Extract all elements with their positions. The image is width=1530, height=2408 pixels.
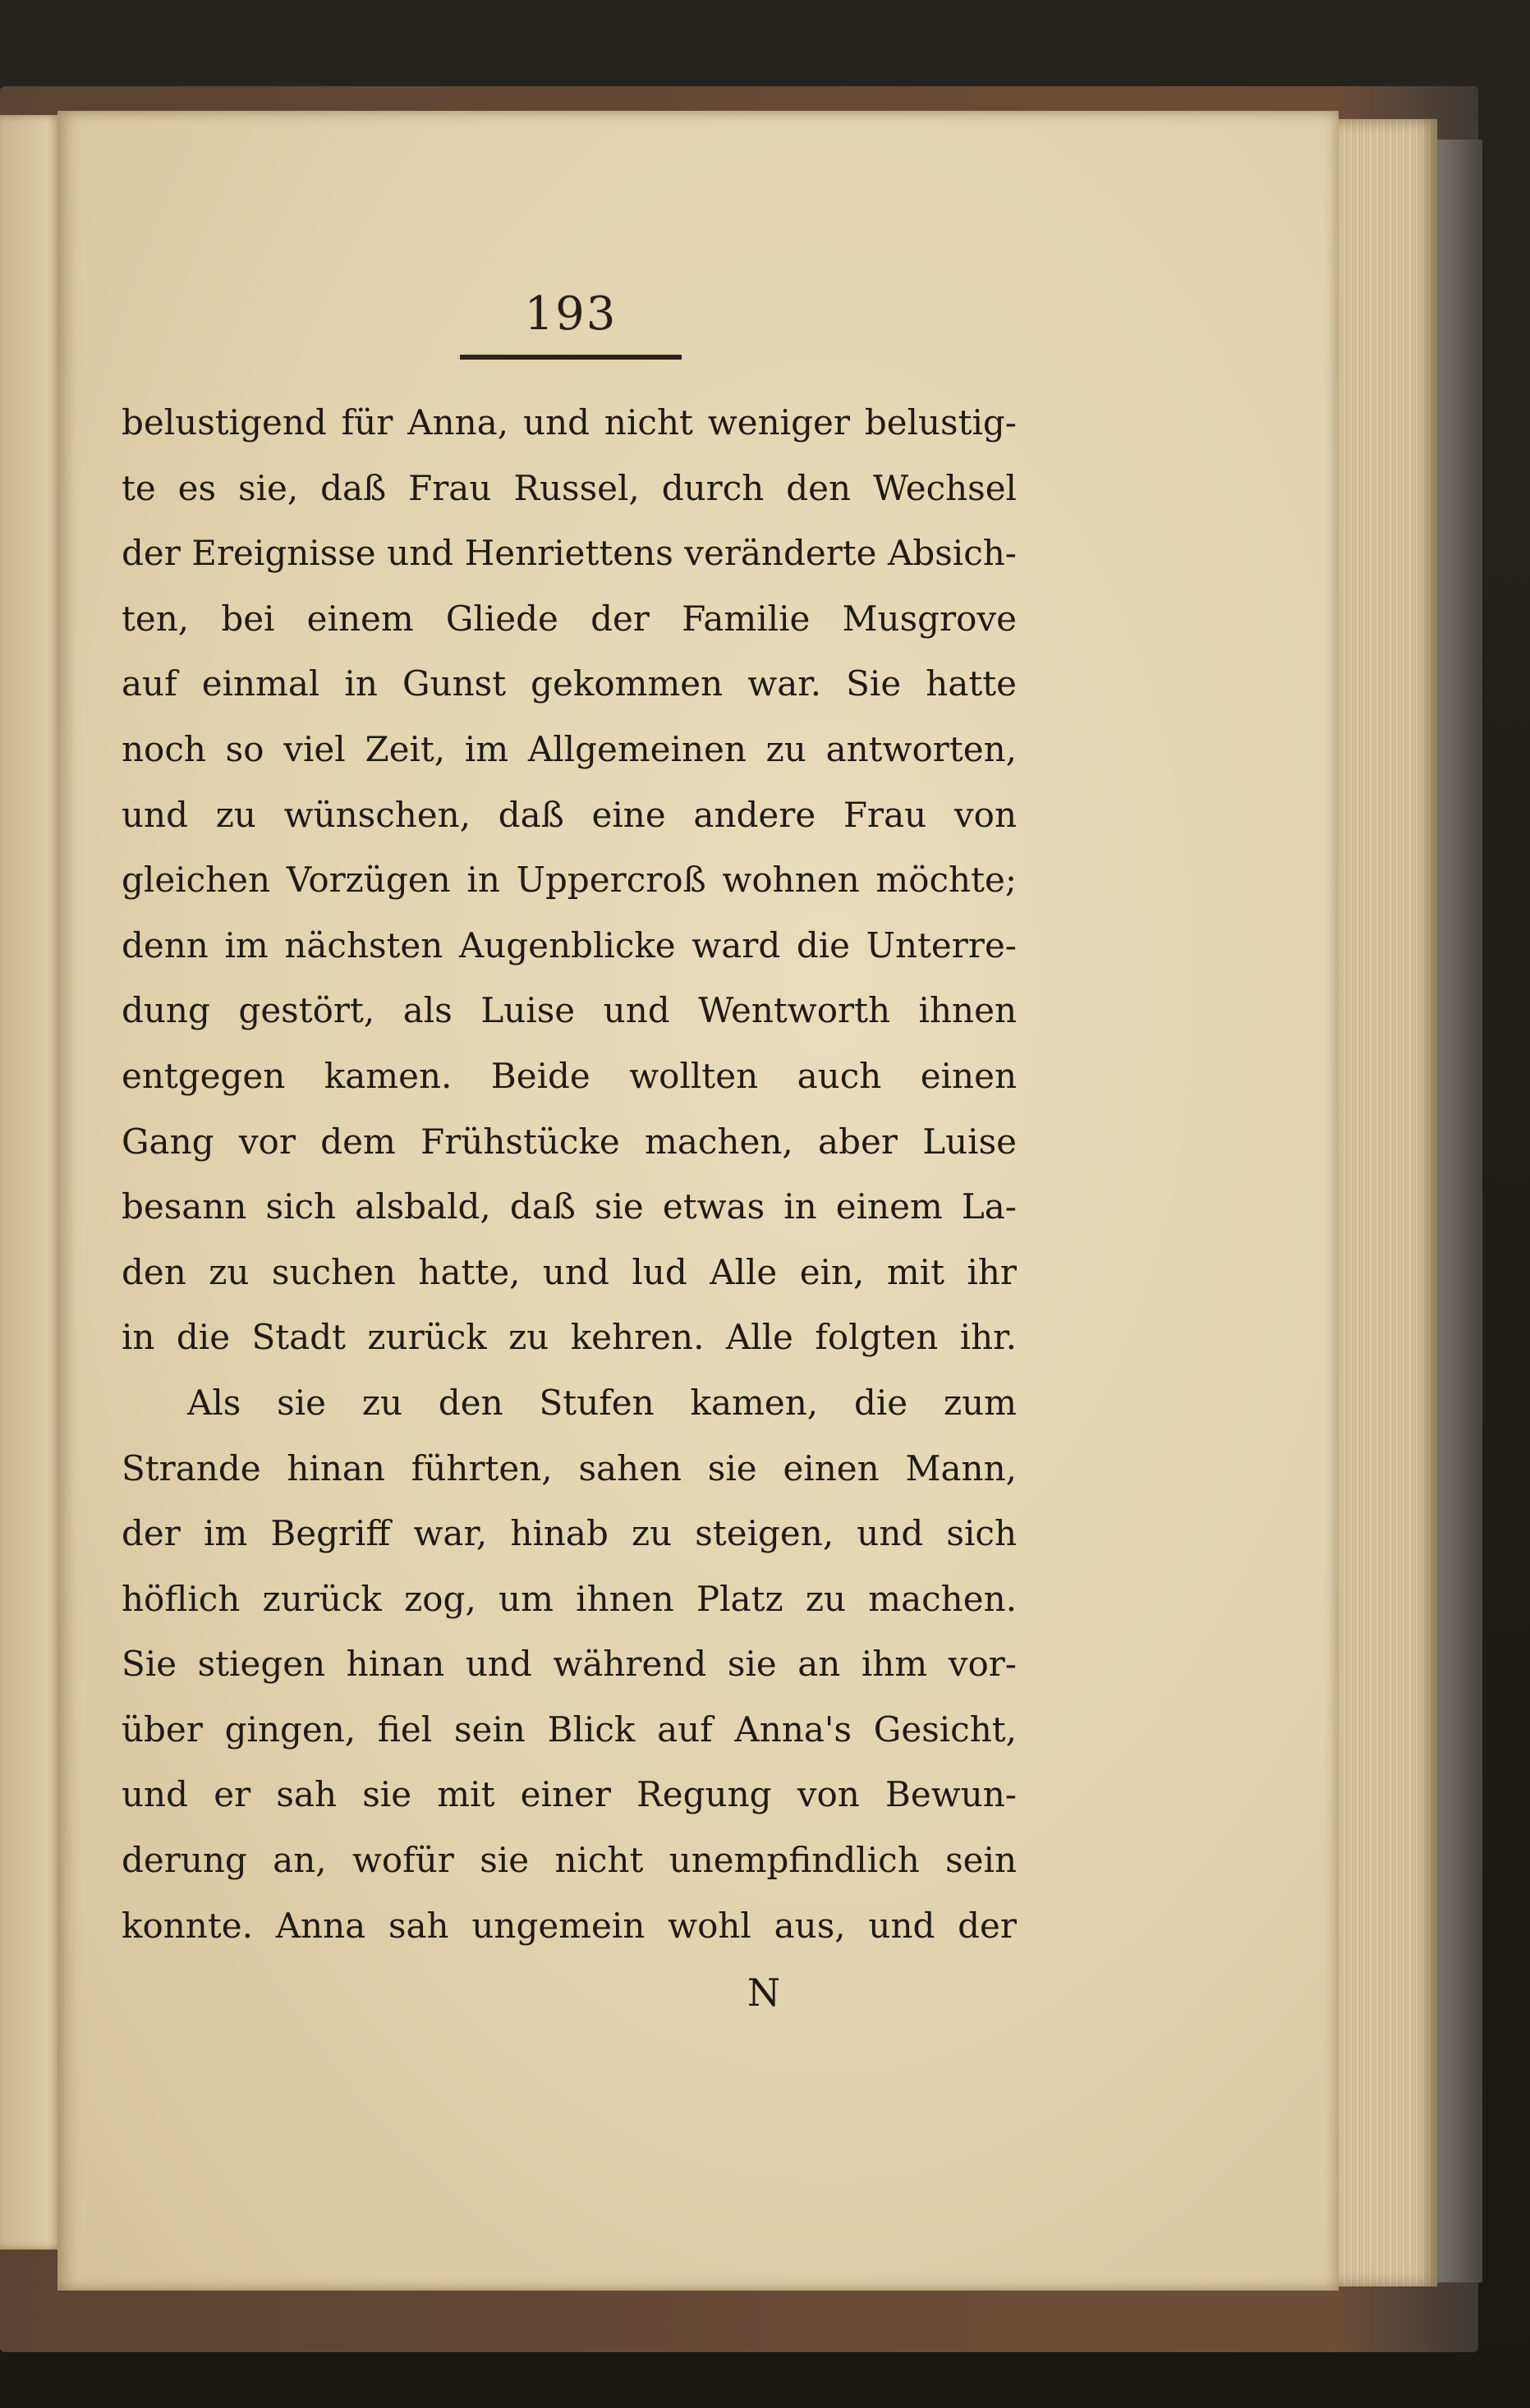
text-line: und er sah sie mit einer Regung von Bewun- (122, 1774, 1017, 1815)
text-line: der Ereignisse und Henriettens veränderte Absich- (122, 533, 1017, 574)
text-line: entgegen kamen. Beide wollten auch einen (122, 1055, 1017, 1096)
text-line: noch so viel Zeit, im Allgemeinen zu antworten, (122, 728, 1017, 769)
text-line: Als sie zu den Stufen kamen, die zum (187, 1382, 1017, 1423)
text-line: Strande hinan führten, sahen sie einen Mann, (122, 1447, 1017, 1488)
text-line: konnte. Anna sah ungemein wohl aus, und der (122, 1905, 1017, 1946)
text-line: über gingen, fiel sein Blick auf Anna's Gesicht, (122, 1709, 1017, 1750)
text-line: auf einmal in Gunst gekommen war. Sie hatte (122, 663, 1017, 704)
body-text (122, 390, 1017, 1958)
text-line: belustigend für Anna, und nicht weniger belustig- (122, 402, 1017, 443)
text-line: der im Begriff war, hinab zu steigen, und sich (122, 1513, 1017, 1554)
text-line: te es sie, daß Frau Russel, durch den Wechsel (122, 467, 1017, 508)
text-line: dung gestört, als Luise und Wentworth ihnen (122, 990, 1017, 1031)
text-line: und zu wünschen, daß eine andere Frau von (122, 794, 1017, 835)
text-line: derung an, wofür sie nicht unempfindlich sein (122, 1840, 1017, 1881)
text-line: höflich zurück zog, um ihnen Platz zu machen. (122, 1578, 1017, 1619)
text-line: den zu suchen hatte, und lud Alle ein, mit ihr (122, 1251, 1017, 1292)
header-rule (460, 355, 682, 360)
text-line: besann sich alsbald, daß sie etwas in einem La- (122, 1186, 1017, 1227)
text-line: Gang vor dem Frühstücke machen, aber Luise (122, 1121, 1017, 1162)
text-line: gleichen Vorzügen in Uppercroß wohnen möchte; (122, 860, 1017, 901)
text-line: denn im nächsten Augenblicke ward die Unterre- (122, 924, 1017, 965)
text-line: in die Stadt zurück zu kehren. Alle folgten ihr. (122, 1317, 1017, 1358)
catchword: N (747, 1970, 781, 2015)
text-line: ten, bei einem Gliede der Familie Musgrove (122, 598, 1017, 639)
page-number: 193 (524, 287, 618, 341)
text-line: Sie stiegen hinan und während sie an ihm vor- (122, 1644, 1017, 1685)
